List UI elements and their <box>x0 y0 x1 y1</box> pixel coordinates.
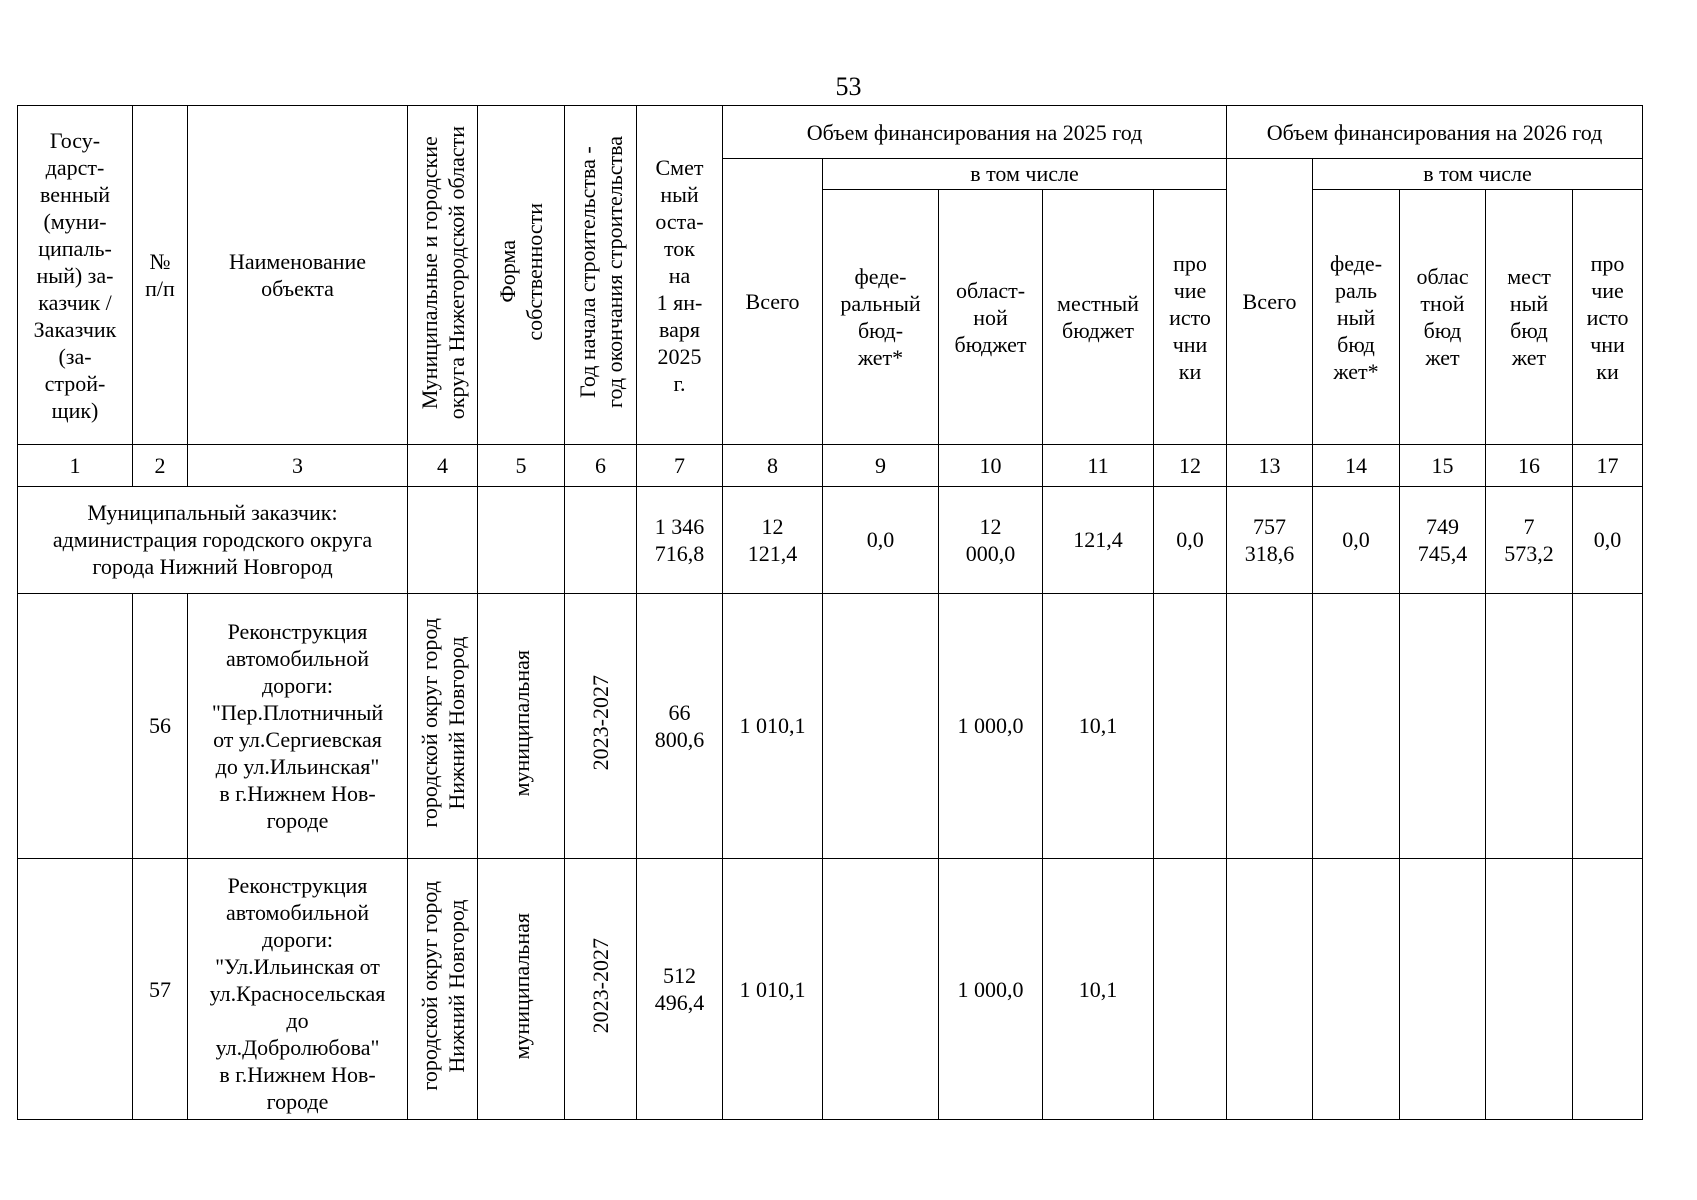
column-numbers-row <box>18 445 1643 487</box>
column-number: 3 <box>188 445 408 487</box>
row-municipal-cell <box>408 593 478 859</box>
summary-fed-2026: 0,0 <box>1313 487 1400 593</box>
summary-oth-2026: 0,0 <box>1573 487 1643 593</box>
column-number: 2 <box>133 445 188 487</box>
row-total-2026 <box>1227 859 1313 1120</box>
summary-reg-2025: 12 000,0 <box>939 487 1043 593</box>
header-years: Год начала строительства - год окончания строительства <box>574 136 627 409</box>
header-years-cell <box>565 106 637 445</box>
row-years-cell <box>565 593 637 859</box>
row-reg-2026 <box>1400 593 1486 859</box>
table-row <box>18 859 1643 1120</box>
header-oth-2026: про чие исто чни ки <box>1573 189 1643 445</box>
row-customer <box>18 859 133 1120</box>
header-incl-2026: в том числе <box>1313 159 1643 190</box>
row-loc-2026 <box>1486 593 1573 859</box>
column-number: 11 <box>1043 445 1154 487</box>
summary-fed-2025: 0,0 <box>823 487 939 593</box>
column-number: 12 <box>1154 445 1227 487</box>
header-num: № п/п <box>133 106 188 445</box>
summary-reg-2026: 749 745,4 <box>1400 487 1486 593</box>
row-oth-2025 <box>1154 859 1227 1120</box>
summary-municipal <box>408 487 478 593</box>
header-total-2025: Всего <box>723 159 823 445</box>
header-funding-2026: Объем финансирования на 2026 год <box>1227 106 1643 159</box>
header-municipal-cell <box>408 106 478 445</box>
row-reg-2025: 1 000,0 <box>939 859 1043 1120</box>
row-fed-2026 <box>1313 593 1400 859</box>
header-oth-2025: про чие исто чни ки <box>1154 189 1227 445</box>
construction-funding-table <box>17 105 1643 1120</box>
column-number: 1 <box>18 445 133 487</box>
row-oth-2026 <box>1573 859 1643 1120</box>
column-number: 7 <box>637 445 723 487</box>
column-number: 15 <box>1400 445 1486 487</box>
header-loc-2026: мест ный бюд жет <box>1486 189 1573 445</box>
row-fed-2026 <box>1313 859 1400 1120</box>
row-estimate: 512 496,4 <box>637 859 723 1120</box>
table-row <box>18 593 1643 859</box>
row-years-cell <box>565 859 637 1120</box>
header-estimate: Смет ный оста- ток на 1 ян- варя 2025 г. <box>637 106 723 445</box>
row-estimate: 66 800,6 <box>637 593 723 859</box>
summary-customer-label: Муниципальный заказчик: администрация городского округа города Нижний Новгород <box>18 487 408 593</box>
column-number: 16 <box>1486 445 1573 487</box>
row-total-2025: 1 010,1 <box>723 593 823 859</box>
header-object-name: Наименование объекта <box>188 106 408 445</box>
header-ownership-cell <box>478 106 565 445</box>
row-ownership: муниципальная <box>508 912 534 1060</box>
column-number: 4 <box>408 445 478 487</box>
summary-row <box>18 487 1643 593</box>
row-reg-2026 <box>1400 859 1486 1120</box>
row-ownership-cell <box>478 593 565 859</box>
row-ownership-cell <box>478 859 565 1120</box>
header-ownership: Форма собственности <box>495 203 547 341</box>
row-object-name: Реконструкция автомобильной дороги: "Ул.Ильинская от ул.Красносельская до ул.Добролюбова" в г.Нижнем Нов- городе <box>188 859 408 1120</box>
page-number: 53 <box>835 72 862 101</box>
row-municipal-cell <box>408 859 478 1120</box>
row-municipal: городской округ город Нижний Новгород <box>416 881 469 1091</box>
column-number: 8 <box>723 445 823 487</box>
summary-loc-2026: 7 573,2 <box>1486 487 1573 593</box>
row-ownership: муниципальная <box>508 649 534 797</box>
row-num: 56 <box>133 593 188 859</box>
header-total-2026: Всего <box>1227 159 1313 445</box>
header-customer: Госу- дарст- венный (муни- ципаль- ный) за- казчик / Заказчик (за- строй- щик) <box>18 106 133 445</box>
row-customer <box>18 593 133 859</box>
header-reg-2026: облас тной бюд жет <box>1400 189 1486 445</box>
row-municipal: городской округ город Нижний Новгород <box>416 618 469 828</box>
row-loc-2026 <box>1486 859 1573 1120</box>
header-incl-2025: в том числе <box>823 159 1227 190</box>
column-number: 10 <box>939 445 1043 487</box>
column-number: 14 <box>1313 445 1400 487</box>
column-number: 13 <box>1227 445 1313 487</box>
column-number: 6 <box>565 445 637 487</box>
row-years: 2023-2027 <box>588 675 613 771</box>
summary-total-2026: 757 318,6 <box>1227 487 1313 593</box>
header-funding-2025: Объем финансирования на 2025 год <box>723 106 1227 159</box>
row-oth-2026 <box>1573 593 1643 859</box>
row-loc-2025: 10,1 <box>1043 859 1154 1120</box>
row-loc-2025: 10,1 <box>1043 593 1154 859</box>
summary-estimate: 1 346 716,8 <box>637 487 723 593</box>
row-num: 57 <box>133 859 188 1120</box>
header-reg-2025: област- ной бюджет <box>939 189 1043 445</box>
row-total-2026 <box>1227 593 1313 859</box>
row-fed-2025 <box>823 859 939 1120</box>
row-total-2025: 1 010,1 <box>723 859 823 1120</box>
header-fed-2026: феде- раль ный бюд жет* <box>1313 189 1400 445</box>
column-number: 5 <box>478 445 565 487</box>
summary-total-2025: 12 121,4 <box>723 487 823 593</box>
summary-ownership <box>478 487 565 593</box>
summary-loc-2025: 121,4 <box>1043 487 1154 593</box>
row-object-name: Реконструкция автомобильной дороги: "Пер.Плотничный от ул.Сергиевская до ул.Ильинская" в г.Нижнем Нов- городе <box>188 593 408 859</box>
column-number: 9 <box>823 445 939 487</box>
column-number: 17 <box>1573 445 1643 487</box>
header-municipal: Муниципальные и городские округа Нижегородской области <box>416 125 469 419</box>
header-fed-2025: феде- ральный бюд- жет* <box>823 189 939 445</box>
row-fed-2025 <box>823 593 939 859</box>
row-oth-2025 <box>1154 593 1227 859</box>
row-reg-2025: 1 000,0 <box>939 593 1043 859</box>
row-years: 2023-2027 <box>588 938 613 1034</box>
summary-oth-2025: 0,0 <box>1154 487 1227 593</box>
header-loc-2025: местный бюджет <box>1043 189 1154 445</box>
summary-years <box>565 487 637 593</box>
